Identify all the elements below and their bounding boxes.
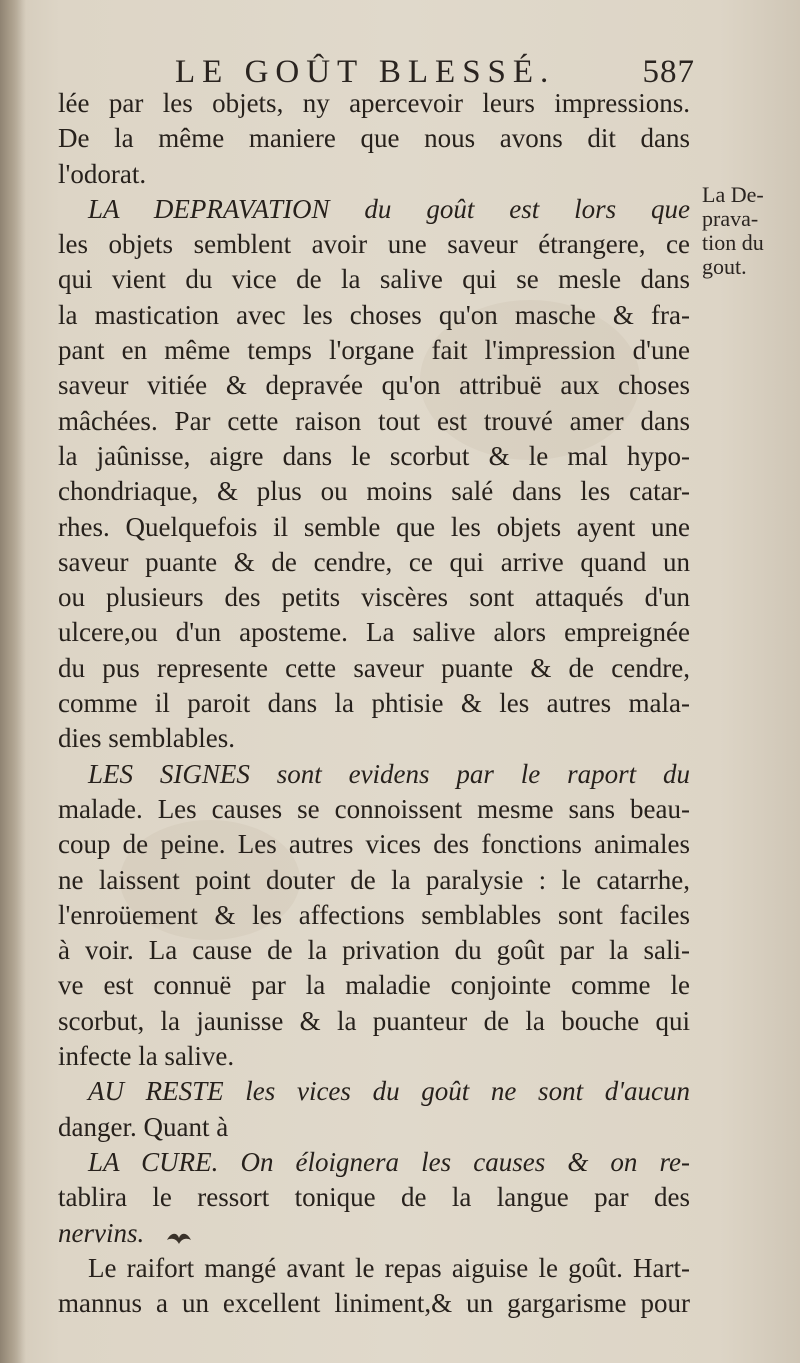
text-line: saveur puante & de cendre, ce qui arrive quand un bbox=[58, 546, 690, 577]
text-line: nervins. bbox=[58, 1217, 145, 1248]
margin-note-line: gout. bbox=[702, 254, 747, 279]
page-gutter bbox=[0, 0, 26, 1363]
text-line: la jaûnisse, aigre dans le scorbut & le mal hypo- bbox=[58, 440, 690, 471]
text-line: De la même maniere que nous avons dit dans bbox=[58, 123, 690, 154]
text-line: mannus a un excellent liniment,& un gargarisme pour bbox=[58, 1288, 690, 1319]
margin-note bbox=[702, 183, 797, 279]
text-line: Le raifort mangé avant le repas aiguise le goût. Hart- bbox=[88, 1252, 690, 1283]
printers-ornament-icon bbox=[165, 1228, 193, 1248]
text-line: malade. Les causes se connoissent mesme sans beau- bbox=[58, 793, 690, 824]
text-line: scorbut, la jaunisse & la puanteur de la bouche qui bbox=[58, 1005, 690, 1036]
text-line: ulcere,ou d'un aposteme. La salive alors empreignée bbox=[58, 617, 690, 648]
section-heading-line: LES SIGNES sont evidens par le raport du bbox=[88, 758, 690, 789]
text-line: comme il paroit dans la phtisie & les autres mala- bbox=[58, 688, 690, 719]
text-line: dies semblables. bbox=[58, 723, 235, 754]
text-line: rhes. Quelquefois il semble que les objets ayent une bbox=[58, 511, 690, 542]
page-number: 587 bbox=[642, 54, 695, 90]
margin-note-line: prava- bbox=[702, 206, 759, 231]
text-line: tablira le ressort tonique de la langue par des bbox=[58, 1182, 690, 1213]
text-line: saveur vitiée & depravée qu'on attribuë aux choses bbox=[58, 370, 690, 401]
text-line: pant en même temps l'organe fait l'impression d'une bbox=[58, 335, 690, 366]
text-line: à voir. La cause de la privation du goût par la sali- bbox=[58, 935, 690, 966]
text-line: infecte la salive. bbox=[58, 1041, 235, 1072]
text-line: les objets semblent avoir une saveur étrangere, ce bbox=[58, 229, 690, 260]
text-line: l'odorat. bbox=[58, 158, 147, 189]
text-line: qui vient du vice de la salive qui se mesle dans bbox=[58, 264, 690, 295]
text-line: mâchées. Par cette raison tout est trouvé amer dans bbox=[58, 405, 690, 436]
text-line: la mastication avec les choses qu'on masche & fra- bbox=[58, 299, 690, 330]
body-text bbox=[58, 86, 690, 1321]
text-line: du pus represente cette saveur puante & de cendre, bbox=[58, 652, 690, 683]
section-heading-line: LA CURE. On éloignera les causes & on re- bbox=[88, 1146, 690, 1177]
text-line: ne laissent point douter de la paralysie : le catarrhe, bbox=[58, 864, 690, 895]
margin-note-line: tion du bbox=[702, 230, 764, 255]
text-line: coup de peine. Les autres vices des fonctions animales bbox=[58, 829, 690, 860]
margin-note-line: La De- bbox=[702, 182, 764, 207]
running-title: LE GOÛT BLESSÉ. bbox=[175, 54, 556, 90]
section-heading-line: LA DEPRAVATION du goût est lors que bbox=[88, 193, 690, 224]
text-line: ve est connuë par la maladie conjointe comme le bbox=[58, 970, 690, 1001]
text-line: lée par les objets, ny apercevoir leurs impressions. bbox=[58, 88, 690, 118]
text-line: ou plusieurs des petits viscères sont attaqués d'un bbox=[58, 582, 690, 613]
text-line: danger. Quant à bbox=[58, 1111, 229, 1142]
section-heading-line: AU RESTE les vices du goût ne sont d'aucun bbox=[88, 1076, 690, 1107]
text-line: l'enroüement & les affections semblables sont faciles bbox=[58, 899, 690, 930]
text-line: chondriaque, & plus ou moins salé dans les catar- bbox=[58, 476, 690, 507]
